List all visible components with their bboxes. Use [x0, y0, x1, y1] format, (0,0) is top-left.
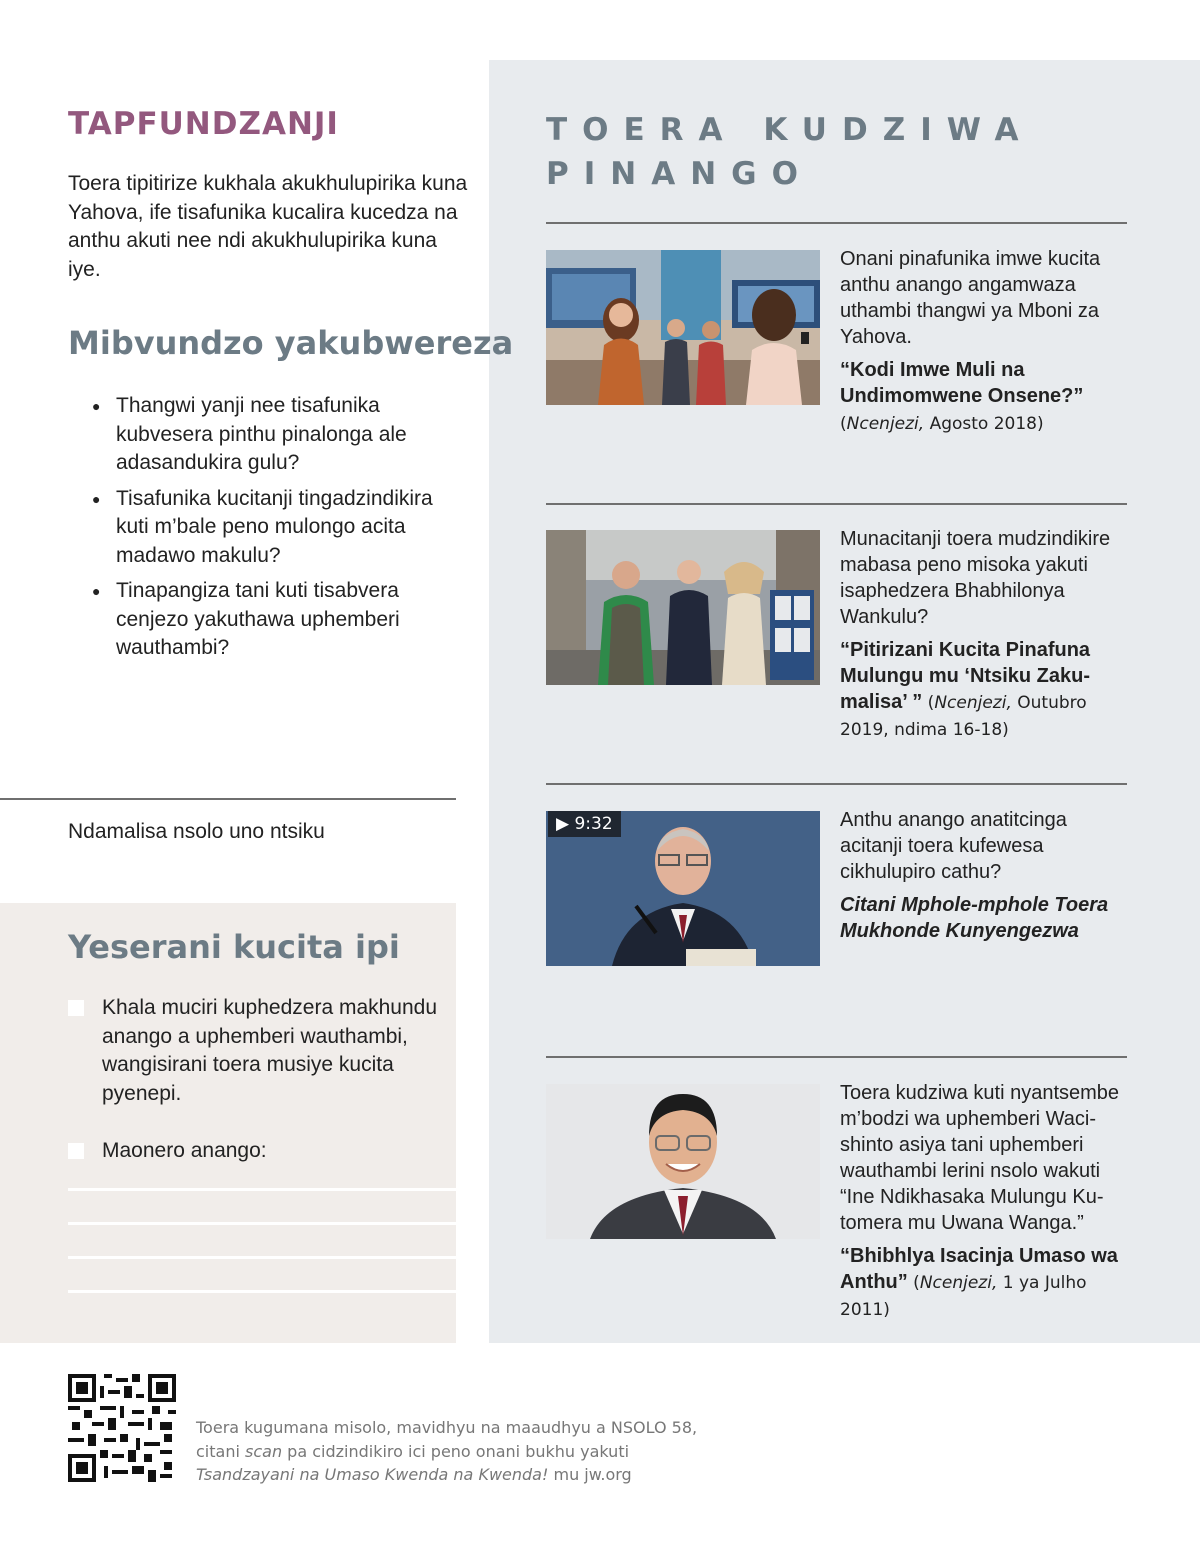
review-question: ● Tinapangiza tani kuti tisabvera cenjezo yakuthawa uphemberi wauthambi? [92, 577, 452, 663]
completion-date-label: Ndamalisa nsolo uno ntsiku [68, 820, 325, 843]
footer-note [196, 1416, 756, 1487]
publication-name: Ncenjezi, [846, 414, 925, 434]
ref-paren: ( [840, 414, 847, 434]
public-witnessing-cart-photo[interactable] [546, 530, 820, 685]
checkbox-icon[interactable] [68, 1000, 84, 1016]
own-goal-label: Maonero anango: [102, 1139, 267, 1162]
summary-heading: TAPFUNDZANJI [68, 106, 339, 142]
resource-divider [546, 503, 1127, 505]
video-duration-badge[interactable] [548, 811, 621, 837]
resource-entry [840, 526, 1130, 743]
resource-entry [840, 807, 1130, 944]
footer-line: pa cidzindikiro ici peno onani bukhu yakuti [282, 1441, 630, 1461]
play-icon: ▶ [556, 814, 570, 834]
summary-text: Toera tipitirize kukhala akukhulupirika kuna Yahova, ife tisafunika kucalira kucedza na anthu akuti nee ndi akukhulupirika kuna iye. [68, 172, 468, 281]
publication-date: Outubro 2019, ndima 16-18) [840, 693, 1087, 740]
article-title[interactable]: “Kodi Imwe Muli na Undimomwene Onsene?” [840, 359, 1084, 407]
review-questions-heading: Mibvundzo yakubwereza [68, 324, 514, 362]
article-title[interactable]: “Pitirizani Kucita Pinafuna Mulungu mu ‘Ntsiku Zakumalisa’ ” [840, 639, 1091, 713]
resource-divider [546, 783, 1127, 785]
resource-entry [840, 246, 1130, 437]
qr-code-icon[interactable] [68, 1374, 176, 1482]
video-duration: 9:32 [574, 814, 613, 834]
resource-description: Toera kudziwa kuti nyantsembe m’bodzi wa uphemberi Wacishinto asiya tani uphemberi wauthambi lerini nsolo wakuti “Ine Ndikhasaka Mulungu Kutomera mu Uwana Wanga.” [840, 1082, 1120, 1234]
resource-description: Anthu anango anatitcinga acitanji toera kufewesa cikhulupiro cathu? [840, 809, 1067, 883]
video-title[interactable]: Citani Mphole-mphole Toera Mukhonde Kunyengezwa [840, 894, 1109, 942]
further-reading-heading: TOERA KUDZIWA PINANGO [546, 112, 1034, 192]
footer-line: citani [196, 1441, 245, 1461]
publication-date: 1 ya Julho 2011) [840, 1273, 1087, 1320]
review-question: ● Thangwi yanji nee tisafunika kubvesera pinthu pinalonga ale adasandukira gulu? [92, 392, 452, 478]
publication-name: Ncenjezi, [934, 693, 1012, 713]
goal-text: Khala muciri kuphedzera makhundu anango a uphemberi wauthambi, wangisirani toera musiye kucita pyenepi. [102, 996, 438, 1105]
publication-name: Ncenjezi, [919, 1273, 998, 1293]
publication-date: Agosto 2018) [924, 414, 1044, 434]
try-this-heading: Yeserani kucita ipi [68, 928, 400, 966]
resource-reference[interactable] [840, 637, 1130, 743]
review-question: ● Tisafunika kucitanji tingadzindikira kuti m’bale peno mulongo acita madawo makulu? [92, 485, 452, 571]
people-with-smartphones-illustration[interactable] [546, 250, 820, 405]
ref-paren: ( [922, 693, 935, 713]
resource-description: Munacitanji toera mudzindikire mabasa peno misoka yakuti isaphedzera Bhabhilonya Wankulu? [840, 528, 1111, 628]
try-this-box [0, 903, 456, 1343]
completion-divider [0, 798, 456, 800]
book-title[interactable]: Tsandzayani na Umaso Kwenda na Kwenda! [196, 1465, 549, 1484]
note-line[interactable] [68, 1256, 456, 1259]
goal-checkbox-row[interactable] [68, 994, 438, 1108]
note-line[interactable] [68, 1222, 456, 1225]
smiling-man-portrait[interactable] [546, 1084, 820, 1239]
footer-line: Toera kugumana misolo, mavidhyu na maaudhyu a NSOLO 58, [196, 1418, 698, 1437]
resource-reference[interactable] [840, 1243, 1130, 1323]
review-questions-list [92, 392, 452, 670]
resource-divider [546, 222, 1127, 224]
resource-divider [546, 1056, 1127, 1058]
checkbox-icon[interactable] [68, 1143, 84, 1159]
note-line[interactable] [68, 1188, 456, 1191]
resource-reference[interactable] [840, 892, 1130, 944]
note-line[interactable] [68, 1290, 456, 1293]
resource-reference[interactable] [840, 357, 1130, 437]
footer-scan-word: scan [245, 1441, 283, 1461]
ref-paren: ( [907, 1273, 920, 1293]
resource-entry [840, 1080, 1130, 1323]
article-title[interactable]: “Bhibhlya Isacinja Umaso wa Anthu” [840, 1245, 1118, 1293]
resource-description: Onani pinafunika imwe kucita anthu anango angamwaza uthambi thangwi ya Mboni za Yahova. [840, 248, 1101, 348]
footer-line: mu jw.org [548, 1465, 632, 1484]
own-goal-checkbox-row[interactable] [68, 1137, 438, 1166]
